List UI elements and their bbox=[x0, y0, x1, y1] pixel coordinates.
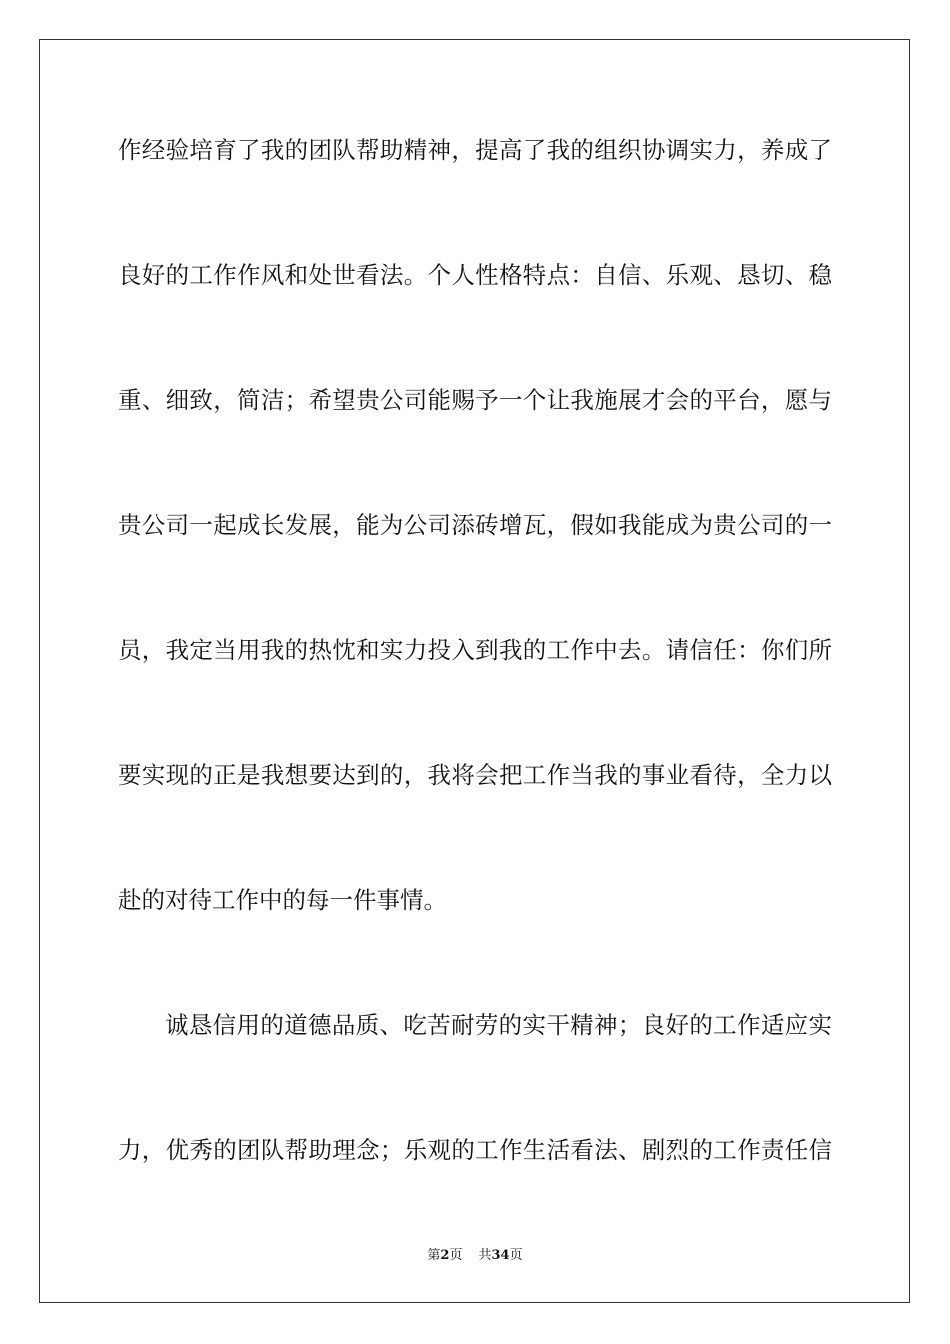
page-suffix: 页 bbox=[449, 1248, 463, 1263]
body-text-line-7: 赴的对待工作中的每一件事情。 bbox=[118, 886, 447, 914]
paragraph-2-line-1: 诚恳信用的道德品质、吃苦耐劳的实干精神；良好的工作适应实 bbox=[165, 1011, 832, 1039]
page-border bbox=[39, 39, 910, 1303]
page-prefix: 第 bbox=[427, 1248, 441, 1263]
current-page-number: 2 bbox=[440, 1248, 450, 1263]
page-footer bbox=[0, 1247, 950, 1265]
paragraph-2-line-2: 力，优秀的团队帮助理念；乐观的工作生活看法、剧烈的工作责任信 bbox=[118, 1136, 832, 1164]
body-text-line-4: 贵公司一起成长发展，能为公司添砖增瓦，假如我能成为贵公司的一 bbox=[118, 511, 832, 539]
body-text-line-3: 重、细致，简洁；希望贵公司能赐予一个让我施展才会的平台，愿与 bbox=[118, 386, 832, 414]
body-text-line-5: 员，我定当用我的热忱和实力投入到我的工作中去。请信任：你们所 bbox=[118, 636, 832, 664]
total-prefix: 共 bbox=[478, 1248, 492, 1263]
body-text-line-1: 作经验培育了我的团队帮助精神，提高了我的组织协调实力，养成了 bbox=[118, 136, 832, 164]
body-text-line-6: 要实现的正是我想要达到的，我将会把工作当我的事业看待，全力以 bbox=[118, 761, 832, 789]
total-suffix: 页 bbox=[509, 1248, 523, 1263]
body-text-line-2: 良好的工作作风和处世看法。个人性格特点：自信、乐观、恳切、稳 bbox=[118, 261, 832, 289]
total-pages-number: 34 bbox=[491, 1248, 510, 1263]
